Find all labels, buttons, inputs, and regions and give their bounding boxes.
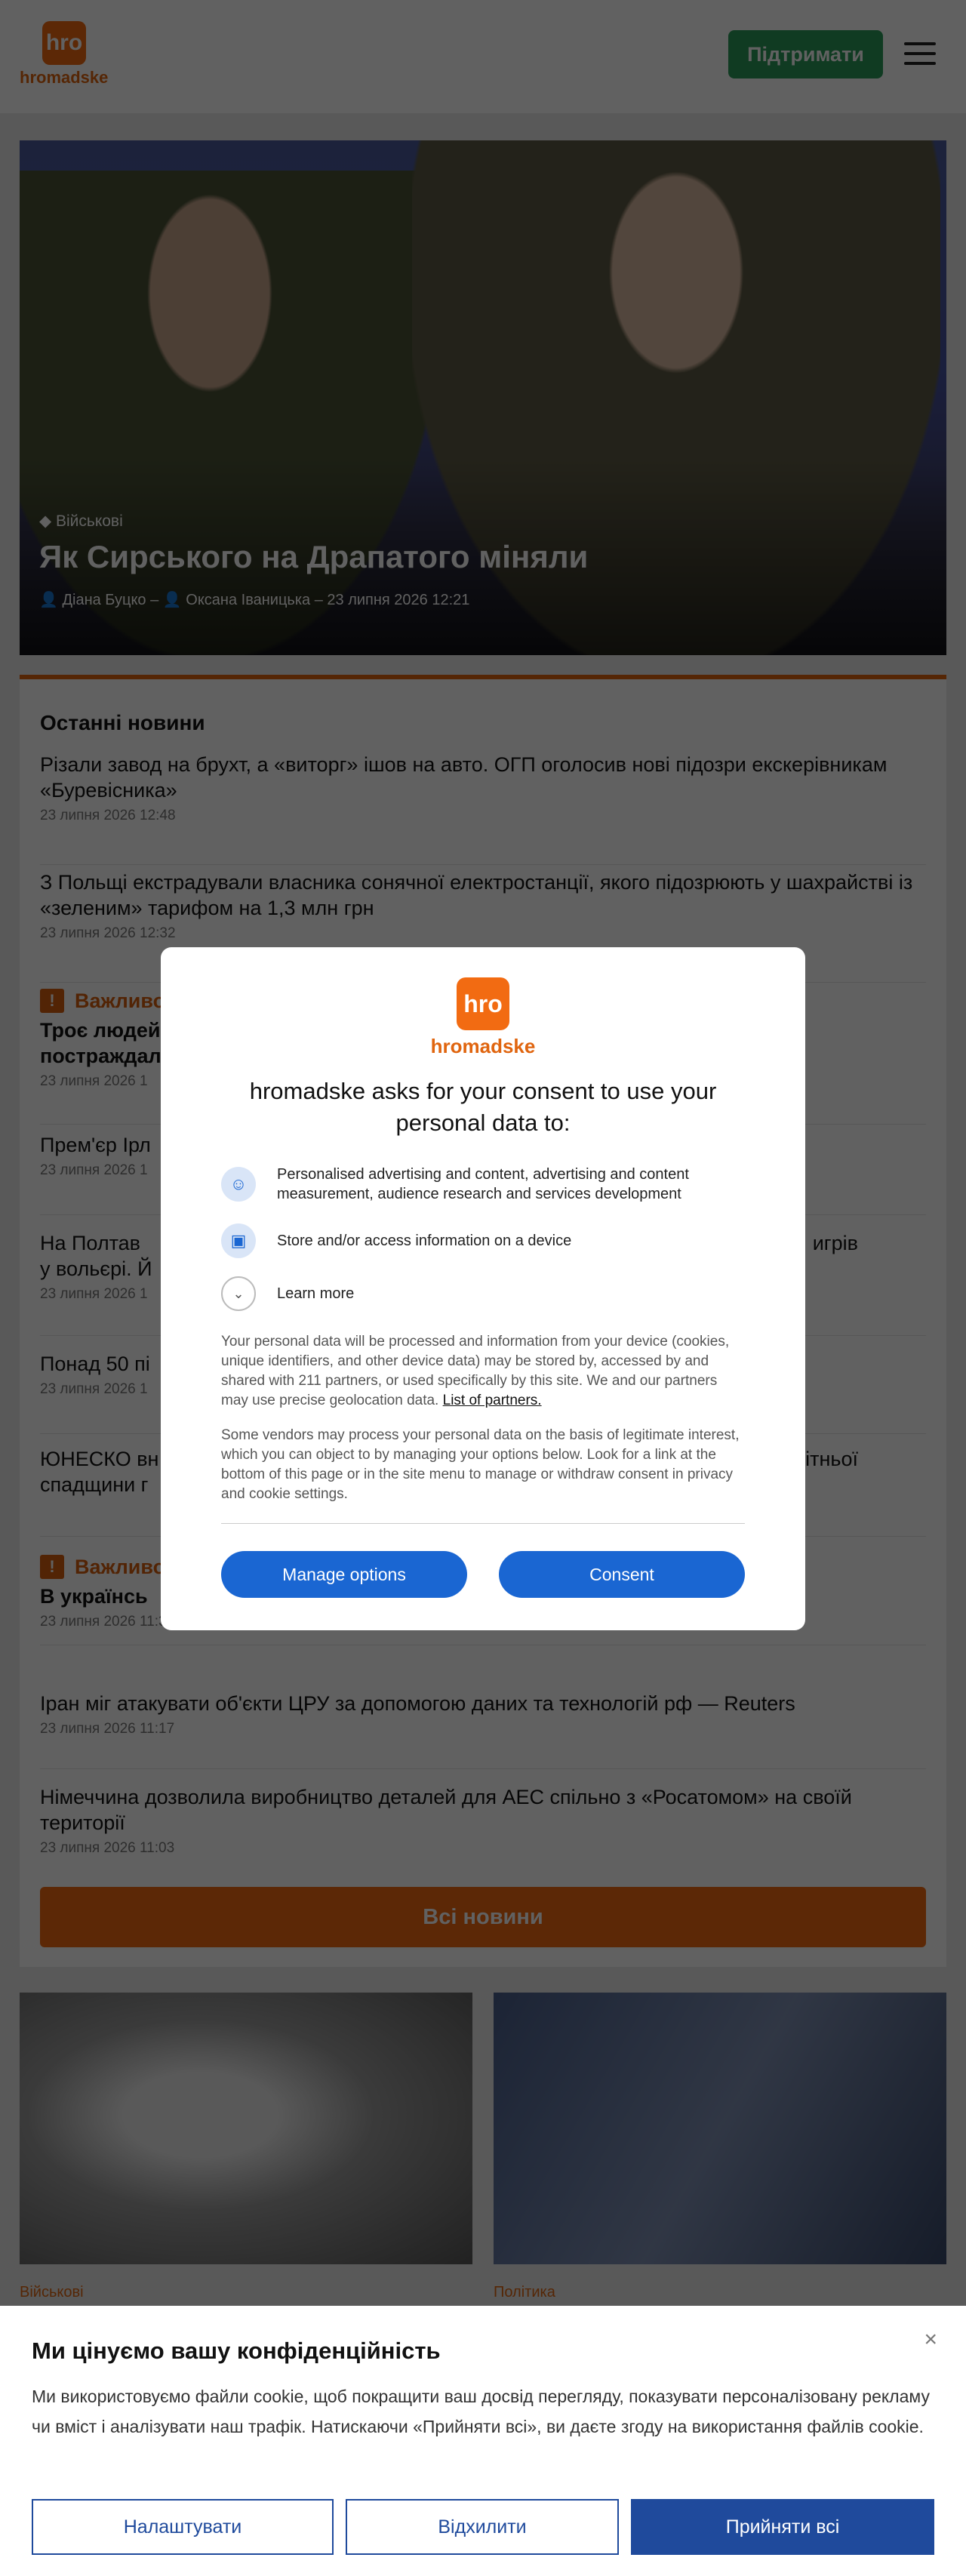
chevron-down-icon: ⌄ [221, 1276, 256, 1311]
cookie-settings-button[interactable]: Налаштувати [32, 2499, 334, 2555]
learn-more-toggle[interactable]: ⌄ Learn more [221, 1276, 749, 1311]
cookie-text: Ми використовуємо файли cookie, щоб покращити ваш досвід перегляду, показувати персоналізовану рекламу чи вміст і аналізувати наш трафік. Натискаючи «Прийняти всі», ви даєте згоду на використання файлів cookie. [32, 2387, 930, 2436]
cookie-accept-button[interactable]: Прийняти всі [631, 2499, 934, 2555]
consent-legitimate-interest: Some vendors may process your personal data on the basis of legitimate interest, which you can object to by managing your options below. Look for a link at the bottom of this page or in the site menu to manage or withdraw consent in privacy and cookie settings. [221, 1427, 740, 1502]
device-icon: ▣ [221, 1223, 256, 1258]
cookie-title: Ми цінуємо вашу конфіденційність [32, 2337, 441, 2364]
consent-purpose: ☺ Personalised advertising and content, advertising and content measurement, audience research and services development [221, 1165, 749, 1204]
close-icon[interactable]: × [924, 2327, 937, 2352]
manage-options-button[interactable]: Manage options [221, 1551, 467, 1598]
partners-link[interactable]: List of partners. [442, 1393, 542, 1408]
consent-logo-mark: hro [457, 977, 509, 1030]
cookie-reject-button[interactable]: Відхилити [346, 2499, 619, 2555]
person-icon: ☺ [221, 1167, 256, 1202]
consent-logo-text: hromadske [430, 1035, 536, 1057]
cookie-banner [0, 2306, 966, 2576]
consent-title: hromadske asks for your consent to use your personal data to: [249, 1078, 717, 1136]
consent-purpose: ▣ Store and/or access information on a device [221, 1223, 749, 1258]
divider [221, 1523, 745, 1524]
consent-description: Your personal data will be processed and information from your device (cookies, unique identifiers, and other device data) may be stored by, accessed by and shared with 211 partners, or used specifically by this site. We and our partners may use precise geolocation data. List of partners. [221, 1334, 730, 1408]
consent-button[interactable]: Consent [499, 1551, 745, 1598]
consent-dialog [161, 947, 805, 1630]
